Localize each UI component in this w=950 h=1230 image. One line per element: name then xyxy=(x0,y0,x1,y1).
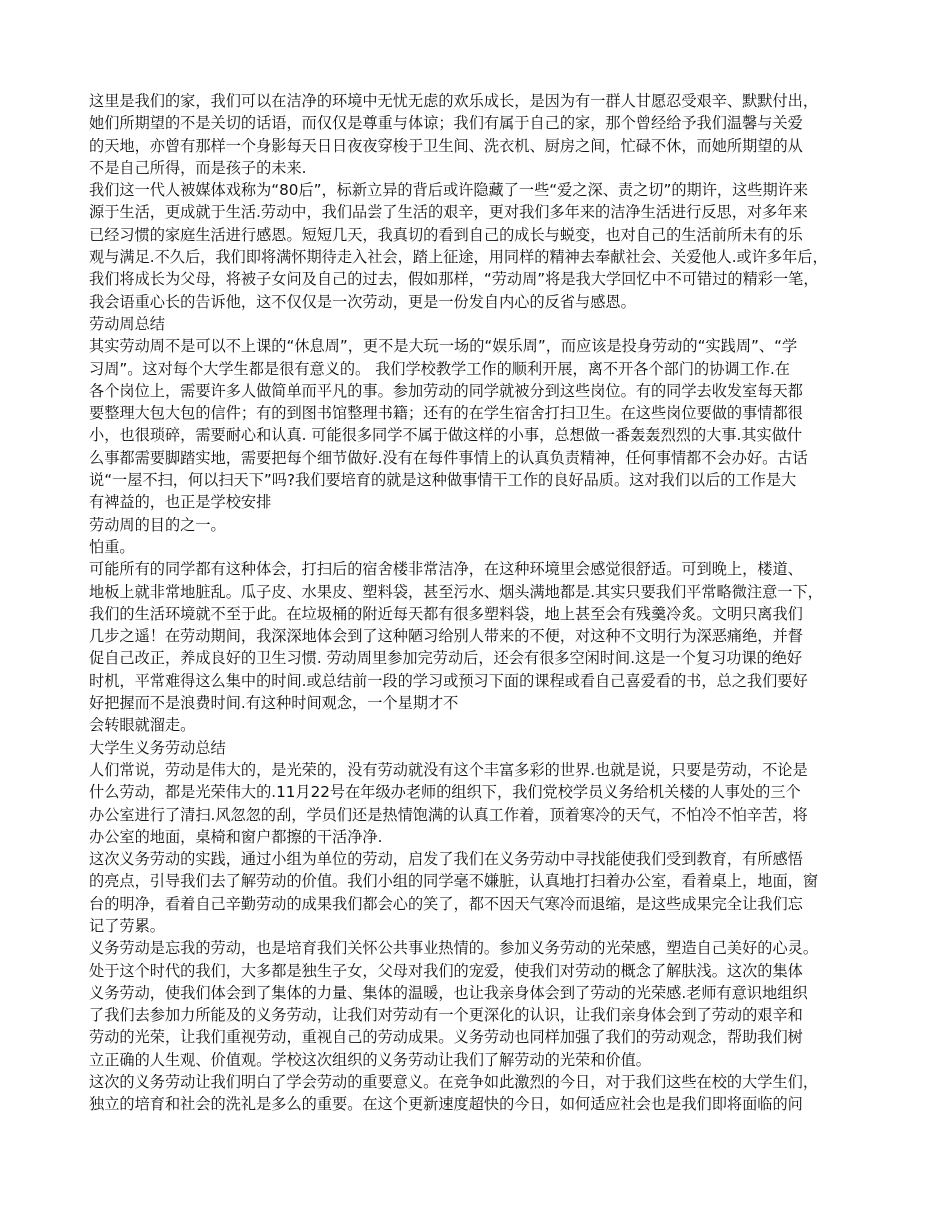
text-line: 小，也很琐碎，需要耐心和认真. 可能很多同学不属于做这样的小事，总想做一番轰轰烈烈的大事.其实做什 xyxy=(89,426,803,445)
text-line: 好把握而不是浪费时间.有这种时间观念，一个星期才不 xyxy=(89,694,459,713)
text-line: 劳动周总结 xyxy=(89,314,165,333)
text-line: 的亮点，引导我们去了解劳动的价值。我们小组的同学毫不嫌脏，认真地打扫着办公室，看着桌上，地面，窗 xyxy=(89,872,818,891)
text-line: 促自己改正，养成良好的卫生习惯. 劳动周里参加完劳动后，还会有很多空闲时间.这是一个复习功课的绝好 xyxy=(89,649,803,668)
text-line: 其实劳动周不是可以不上课的“休息周”，更不是大玩一场的“娱乐周”，而应该是投身劳动的“实践周”、“学 xyxy=(89,337,798,356)
text-line: 观与满足.不久后，我们即将满怀期待走入社会，踏上征途，用同样的精神去奉献社会、关爱他人.或许多年后， xyxy=(89,248,828,267)
text-line: 要整理大包大包的信件；有的到图书馆整理书籍；还有的在学生宿舍打扫卫生。在这些岗位要做的事情都很 xyxy=(89,404,803,423)
text-line: 源于生活，更成就于生活.劳动中，我们品尝了生活的艰辛，更对我们多年来的洁净生活进行反思，对多年来 xyxy=(89,203,808,222)
text-line: 台的明净，看着自己辛勤劳动的成果我们都会心的笑了，都不因天气寒冷而退缩，是这些成果完全让我们忘 xyxy=(89,894,803,913)
text-line: 这次义务劳动的实践，通过小组为单位的劳动，启发了我们在义务劳动中寻找能使我们受到教育，有所感悟 xyxy=(89,850,803,869)
text-line: 了我们去参加力所能及的义务劳动，让我们对劳动有一个更深化的认识，让我们亲身体会到了劳动的艰辛和 xyxy=(89,1006,803,1025)
text-line: 么事都需要脚踏实地，需要把每个细节做好.没有在每件事情上的认真负责精神，任何事情都不会办好。古话 xyxy=(89,448,808,467)
text-line: 的天地，亦曾有那样一个身影每天日日夜夜穿梭于卫生间、洗衣机、厨房之间，忙碌不休，而她所期望的从 xyxy=(89,136,803,155)
text-line: 会转眼就溜走。 xyxy=(89,716,196,735)
text-line: 地板上就非常地脏乱。瓜子皮、水果皮、塑料袋，甚至污水、烟头满地都是.其实只要我们平常略微注意一下， xyxy=(89,582,823,601)
text-line: 办公室进行了清扫.风忽忽的刮，学员们还是热情饱满的认真工作着，顶着寒冷的天气，不怕冷不怕辛苦，将 xyxy=(89,805,808,824)
text-line: 立正确的人生观、价值观。学校这次组织的义务劳动让我们了解劳动的光荣和价值。 xyxy=(89,1050,651,1069)
text-line: 不是自己所得，而是孩子的未来. xyxy=(89,158,307,177)
text-line: 这里是我们的家，我们可以在洁净的环境中无忧无虑的欢乐成长，是因为有一群人甘愿忍受艰辛、默默付出， xyxy=(89,92,818,110)
text-line: 时机，平常难得这么集中的时间.或总结前一段的学习或预习下面的课程或看自己喜爱看的书，总之我们要好 xyxy=(89,671,808,690)
text-line: 大学生义务劳动总结 xyxy=(89,738,226,757)
text-line: 我会语重心长的告诉他，这不仅仅是一次劳动，更是一份发自内心的反省与感恩。 xyxy=(89,292,636,311)
text-line: 有裨益的，也正是学校安排 xyxy=(89,493,272,512)
text-line: 办公室的地面，桌椅和窗户都擦的干活净净. xyxy=(89,827,383,846)
text-line: 义务劳动，使我们体会到了集体的力量、集体的温暖，也让我亲身体会到了劳动的光荣感.老师有意识地组织 xyxy=(89,983,808,1002)
text-line: 劳动的光荣，让我们重视劳动，重视自己的劳动成果。义务劳动也同样加强了我们的劳动观念，帮助我们树 xyxy=(89,1028,803,1047)
text-line: 义务劳动是忘我的劳动，也是培育我们关怀公共事业热情的。参加义务劳动的光荣感，塑造自己美好的心灵。 xyxy=(89,939,818,958)
text-line: 什么劳动，都是光荣伟大的.11月22号在年级办老师的组织下，我们党校学员义务给机关楼的人事处的三个 xyxy=(89,783,801,802)
text-line: 说“一屋不扫，何以扫天下”吗?我们要培育的就是这种做事情干工作的良好品质。这对我们以后的工作是大 xyxy=(89,471,797,490)
text-line: 人们常说，劳动是伟大的，是光荣的，没有劳动就没有这个丰富多彩的世界.也就是说，只要是劳动，不论是 xyxy=(89,760,808,779)
text-line: 处于这个时代的我们，大多都是独生子女，父母对我们的宠爱，使我们对劳动的概念了解肤浅。这次的集体 xyxy=(89,961,803,980)
text-line: 我们将成长为父母，将被子女问及自己的过去，假如那样，“劳动周”将是我大学回忆中不可错过的精彩一笔， xyxy=(89,270,819,289)
text-line: 她们所期望的不是关切的话语，而仅仅是尊重与体谅；我们有属于自己的家，那个曾经给予我们温馨与关爱 xyxy=(89,114,803,133)
text-line: 几步之遥！在劳动期间，我深深地体会到了这种陋习给别人带来的不便，对这种不文明行为深恶痛绝，并督 xyxy=(89,627,803,646)
text-line: 已经习惯的家庭生活进行感恩。短短几天，我真切的看到自己的成长与蜕变，也对自己的生活前所未有的乐 xyxy=(89,225,803,244)
document-body xyxy=(89,90,864,1116)
text-line: 习周”。这对每个大学生都是很有意义的。 我们学校教学工作的顺利开展，离不开各个部门的协调工作.在 xyxy=(89,359,790,378)
text-line: 这次的义务劳动让我们明白了学会劳动的重要意义。在竞争如此激烈的今日，对于我们这些在校的大学生们， xyxy=(89,1073,818,1092)
text-line: 可能所有的同学都有这种体会，打扫后的宿舍楼非常洁净，在这种环境里会感觉很舒适。可到晚上，楼道、 xyxy=(89,560,803,579)
text-line: 我们的生活环境就不至于此。在垃圾桶的附近每天都有很多塑料袋，地上甚至会有残羹冷炙。文明只离我们 xyxy=(89,604,803,623)
text-line: 我们这一代人被媒体戏称为“80后”，标新立异的背后或许隐藏了一些“爱之深、责之切”的期许，这些期许来 xyxy=(89,181,809,200)
text-line: 记了劳累。 xyxy=(89,916,165,935)
text-line: 独立的培育和社会的洗礼是多么的重要。在这个更新速度超快的今日，如何适应社会也是我们即将面临的问 xyxy=(89,1095,803,1114)
text-line: 劳动周的目的之一。 xyxy=(89,515,226,534)
text-line: 怕重。 xyxy=(89,537,135,556)
text-line: 各个岗位上，需要许多人做简单而平凡的事。参加劳动的同学就被分到这些岗位。有的同学去收发室每天都 xyxy=(89,381,803,400)
